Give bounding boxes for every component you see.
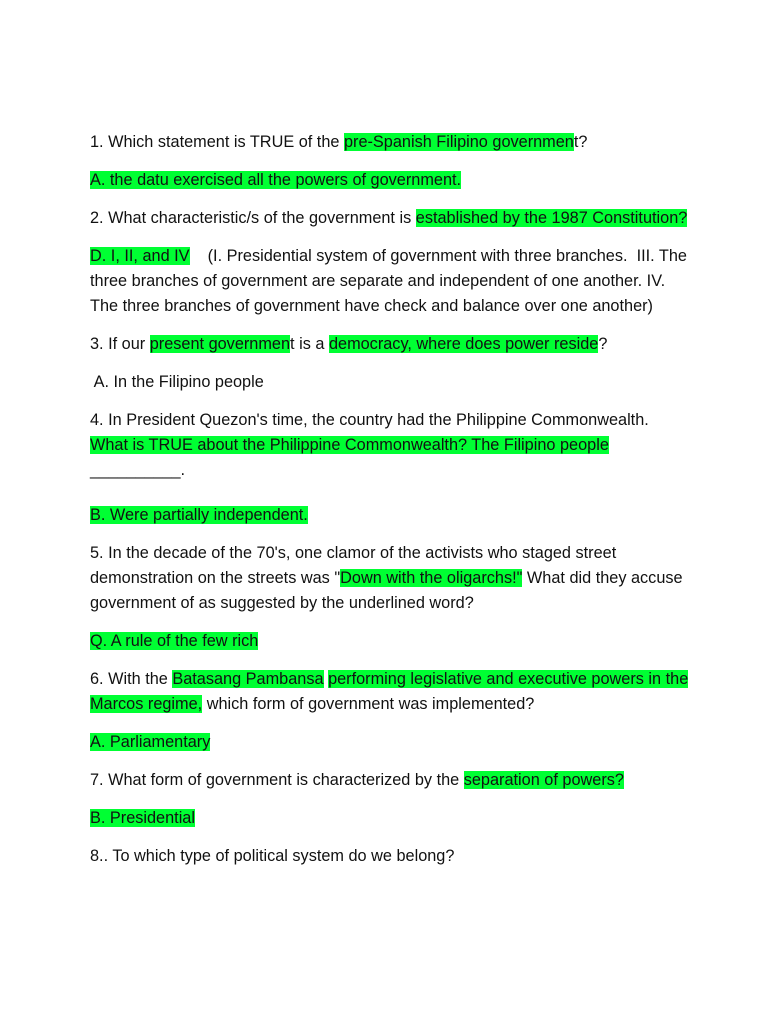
document-page (90, 130, 690, 882)
question-7-text: 7. What form of government is characterized by the (90, 771, 464, 789)
question-5 (90, 541, 690, 616)
answer-2-explanation: (I. Presidential system of government with three branches. III. The three branches of government are separate and independent of one another. IV. The three branches of government have check and balance over one another) (90, 247, 692, 315)
answer-4 (90, 503, 690, 528)
answer-4-highlight: B. Were partially independent. (90, 506, 308, 524)
answer-1-highlight: A. the datu exercised all the powers of government. (90, 171, 462, 189)
question-1-text: 1. Which statement is TRUE of the (90, 133, 344, 151)
answer-3 (90, 370, 690, 395)
question-3-text: 3. If our (90, 335, 150, 353)
question-5-text: 5. In the decade of the 70's, one clamor of the activists who staged street demonstration on the streets was " (90, 544, 617, 587)
answer-7 (90, 806, 690, 831)
question-6 (90, 667, 690, 717)
question-7 (90, 768, 690, 793)
question-4-highlight: What is TRUE about the Philippine Commonwealth? The Filipino people (90, 436, 609, 454)
question-1-tail: t? (573, 133, 588, 151)
question-7-highlight: separation of powers? (463, 771, 624, 789)
question-6-highlight-1: Batasang Pambansa (172, 670, 324, 688)
answer-2 (90, 244, 690, 319)
answer-3-text: A. In the Filipino people (90, 373, 264, 391)
question-4-blank: __________. (90, 461, 186, 479)
question-4 (90, 408, 690, 483)
answer-6 (90, 730, 690, 755)
answer-6-highlight: A. Parliamentary (90, 733, 211, 751)
answer-7-highlight: B. Presidential (90, 809, 195, 827)
question-2 (90, 206, 690, 231)
question-6-highlight-2: performing legislative and executive powers in the Marcos regime, (90, 670, 689, 713)
question-5-tail: What did they accuse government of as suggested by the underlined word? (90, 569, 683, 612)
answer-5-highlight: Q. A rule of the few rich (90, 632, 259, 650)
question-1-highlight: pre-Spanish Filipino governmen (343, 133, 574, 151)
answer-1 (90, 168, 690, 193)
question-3 (90, 332, 690, 357)
question-3-tail: ? (598, 335, 608, 353)
question-4-text: 4. In President Quezon's time, the country had the Philippine Commonwealth. (90, 411, 649, 429)
question-8-text: 8.. To which type of political system do we belong? (90, 847, 455, 865)
question-3-highlight-1: present governmen (149, 335, 291, 353)
answer-5 (90, 629, 690, 654)
answer-2-highlight: D. I, II, and IV (90, 247, 190, 265)
question-2-text: 2. What characteristic/s of the government is (90, 209, 416, 227)
question-2-highlight: established by the 1987 Constitution? (415, 209, 688, 227)
question-3-mid: t is a (290, 335, 329, 353)
question-6-tail: which form of government was implemented? (202, 695, 535, 713)
question-8 (90, 844, 690, 869)
question-1 (90, 130, 690, 155)
question-5-highlight: Down with the oligarchs!" (340, 569, 523, 587)
question-3-highlight-2: democracy, where does power reside (328, 335, 599, 353)
question-6-text: 6. With the (90, 670, 173, 688)
